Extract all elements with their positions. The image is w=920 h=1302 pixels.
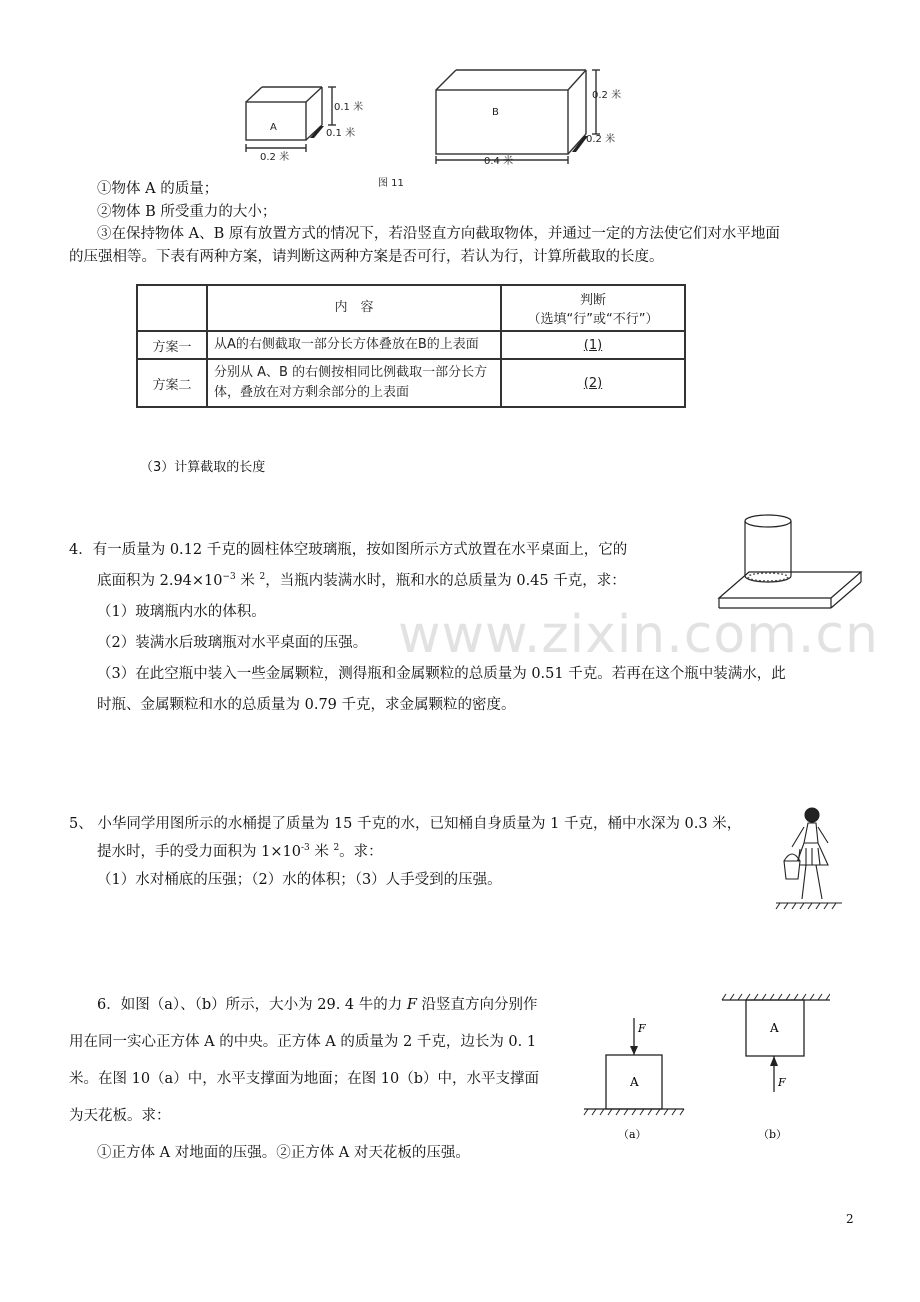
header-content: 内 容: [207, 285, 501, 331]
q4-sub-3-line-2: 时瓶、金属颗粒和水的总质量为 0.79 千克，求金属颗粒的密度。: [97, 697, 516, 713]
plan-1-name: 方案一: [137, 331, 207, 359]
table-row: [137, 331, 685, 359]
q3-plan-table: [136, 284, 686, 408]
q3-calc: （3）计算截取的长度: [140, 460, 266, 475]
fig-b-caption: （b）: [758, 1128, 788, 1141]
q4-line-2: 底面积为 $2.94\times 10^{-3}$ 米 $^2$，当瓶内装满水时，瓶和水的总质量为 0.45 千克，求：: [97, 572, 626, 589]
plan-2-blank: [501, 359, 685, 407]
table-header-row: [137, 285, 685, 331]
blank-2: (2): [583, 375, 603, 391]
figure-10: [580, 988, 830, 1148]
q4-line-1: 4．有一质量为 0.12 千克的圆柱体空玻璃瓶，按如图所示方式放置在水平桌面上，它的: [69, 542, 628, 558]
q6-line-1: 6．如图（a）、（b）所示，大小为 29. 4 牛的力 F 沿竖直方向分别作: [97, 997, 538, 1013]
header-judge-line-1: 判断: [579, 293, 606, 308]
q6-line-2: 用在同一实心正方体 A 的中央。正方体 A 的质量为 2 千克，边长为 0. 1: [69, 1034, 537, 1050]
header-judge-line-2: （选填“行”或“不行”）: [527, 312, 659, 327]
plan-1-content: 从A的右侧截取一部分长方体叠放在B的上表面: [207, 331, 501, 359]
plan-2-content: 分别从 A、B 的右侧按相同比例截取一部分长方体，叠放在对方剩余部分的上表面: [207, 359, 501, 407]
plan-2-name: 方案二: [137, 359, 207, 407]
fig-b-cube-label: A: [770, 1021, 779, 1035]
q6-line-5: ①正方体 A 对地面的压强。②正方体 A 对天花板的压强。: [97, 1145, 470, 1161]
fig-a-caption: （a）: [618, 1128, 647, 1141]
box-b-depth: 0.2 米: [586, 134, 616, 145]
q3-item-3-line-1: ③在保持物体 A、B 原有放置方式的情况下，若沿竖直方向截取物体，并通过一定的方法使它们对水平地面: [97, 226, 780, 242]
header-judge: [501, 285, 685, 331]
box-b-label: B: [492, 107, 499, 118]
q6-line-3: 米。在图 10（a）中，水平支撑面为地面；在图 10（b）中，水平支撑面: [69, 1071, 540, 1087]
q5-line-1: 5、 小华同学用图所示的水桶提了质量为 15 千克的水，已知桶自身质量为 1 千克，桶中水深为 0.3 米，: [69, 816, 742, 832]
watermark: www.zixin.com.cn: [398, 605, 879, 665]
q4-sub-3-line-1: （3）在此空瓶中装入一些金属颗粒，测得瓶和金属颗粒的总质量为 0.51 千克。若再在这个瓶中装满水，此: [97, 666, 786, 682]
box-a-height: 0.1 米: [334, 102, 364, 113]
figure-11: [230, 60, 630, 190]
box-b-height: 0.2 米: [592, 90, 622, 101]
fig-a-force-label: F: [638, 1022, 646, 1035]
q3-item-3-line-2: 的压强相等。下表有两种方案，请判断这两种方案是否可行，若认为行，计算所截取的长度。: [69, 249, 664, 265]
q3-item-1: ①物体 A 的质量；: [97, 181, 219, 197]
box-a-depth: 0.1 米: [326, 128, 356, 139]
plan-1-blank: [501, 331, 685, 359]
figure-11-caption: 图 11: [378, 178, 404, 189]
fig-b-force-label: F: [778, 1076, 786, 1089]
q5-line-2: 提水时，手的受力面积为 $1\times 10^{-3}$ 米 $^2$。求：: [97, 843, 383, 860]
page-number: 2: [846, 1212, 854, 1226]
fig-a-cube-label: A: [630, 1075, 639, 1089]
girl-with-bucket-figure: [774, 803, 846, 913]
table-row: [137, 359, 685, 407]
q5-subs: （1）水对桶底的压强；（2）水的体积；（3）人手受到的压强。: [97, 872, 502, 888]
q4-sub-1: （1）玻璃瓶内水的体积。: [97, 604, 266, 620]
q6-line-4: 为天花板。求：: [69, 1108, 171, 1124]
box-a-label: A: [270, 122, 277, 133]
bottle-on-table-figure: [715, 510, 865, 620]
q3-item-2: ②物体 B 所受重力的大小；: [97, 204, 277, 220]
box-b-width: 0.4 米: [484, 156, 514, 167]
box-a-width: 0.2 米: [260, 152, 290, 163]
blank-1: (1): [583, 337, 603, 353]
q4-sub-2: （2）装满水后玻璃瓶对水平桌面的压强。: [97, 635, 368, 651]
